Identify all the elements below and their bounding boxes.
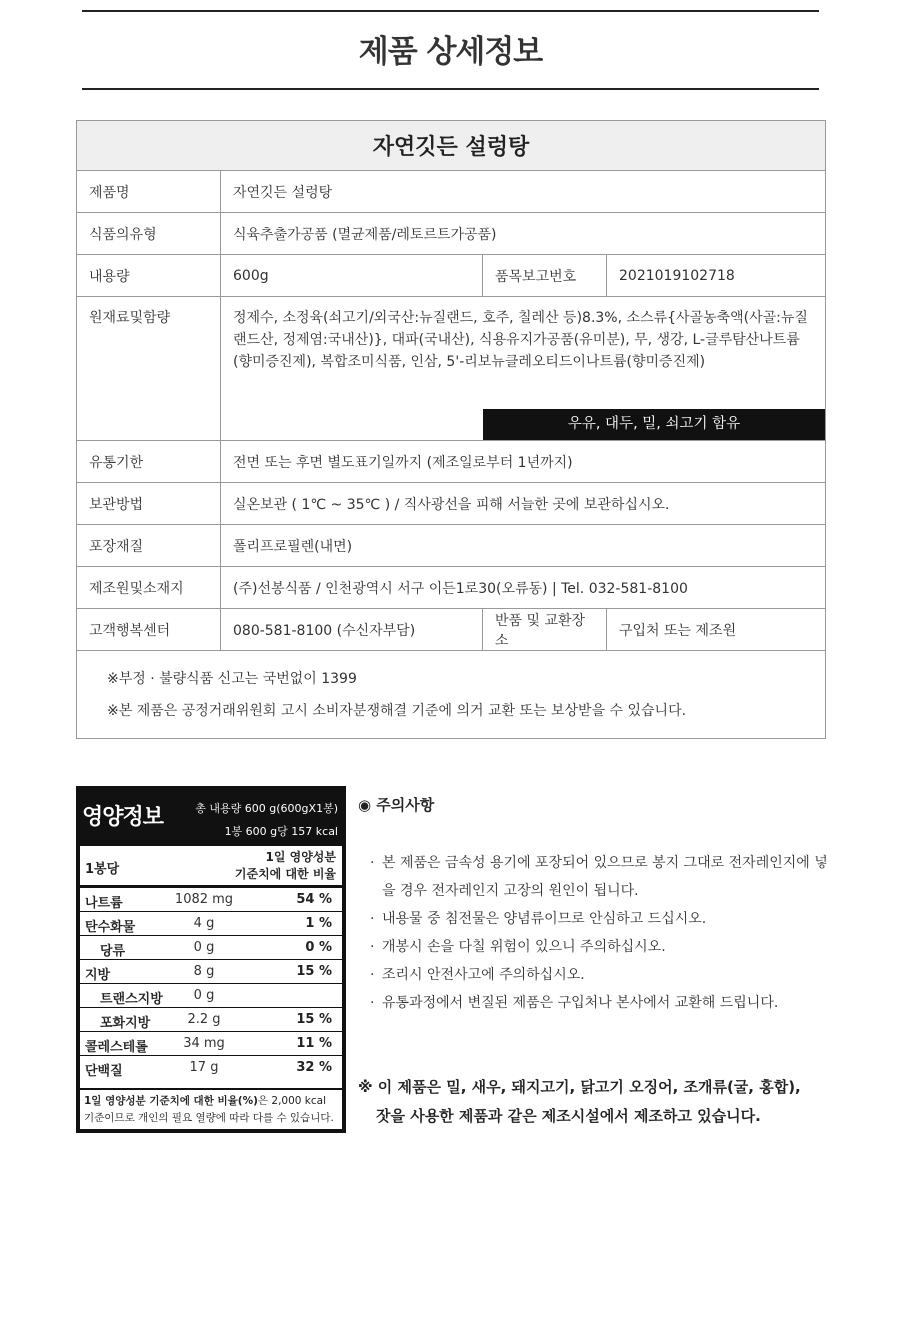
nutrient-name: 탄수화물: [85, 920, 136, 935]
report-label: 품목보고번호: [483, 255, 607, 297]
product-info-table: [76, 120, 826, 739]
nutrient-name: 지방: [85, 968, 111, 983]
caution-list: [358, 849, 828, 1017]
caution-title: ◉ 주의사항: [358, 796, 435, 814]
nutrient-name: 당류: [100, 944, 126, 959]
nutrition-row: [80, 888, 342, 912]
ingredients-label: 원재료및함량: [77, 297, 221, 441]
nutrient-pct: 32 %: [296, 1060, 332, 1075]
nutrient-pct: 15 %: [296, 1012, 332, 1027]
nutrient-value: 2.2 g: [187, 1012, 221, 1027]
nutrient-value: 8 g: [193, 964, 215, 979]
dv-label: [235, 849, 336, 883]
nutrient-name: 콜레스테롤: [85, 1040, 148, 1055]
type-label: 식품의유형: [77, 213, 221, 255]
ingredients-cell: [221, 297, 826, 441]
nutrient-name: 포화지방: [100, 1016, 151, 1031]
caution-section: [358, 794, 828, 1017]
nutrient-pct: 54 %: [296, 892, 332, 907]
footnote-bold: 1일 영양성분 기준치에 대한 비율(%): [84, 1095, 258, 1107]
name-value: 자연깃든 설렁탕: [221, 171, 826, 213]
nutrient-value: 0 g: [193, 988, 215, 1003]
note-report: ※부정 · 불량식품 신고는 국번없이 1399: [107, 670, 357, 687]
nutrient-pct: 0 %: [305, 940, 332, 955]
nutrient-value: 4 g: [193, 916, 215, 931]
service-label: 고객행복센터: [77, 609, 221, 651]
volume-label: 내용량: [77, 255, 221, 297]
nutrition-subheader: [80, 846, 342, 888]
nutrient-value: 1082 mg: [174, 892, 234, 907]
nutrition-serving: 1봉 600 g당 157 kcal: [224, 825, 338, 838]
expiry-value: 전면 또는 후면 별도표기일까지 (제조일로부터 1년까지): [221, 441, 826, 483]
list-item: · 유통과정에서 변질된 제품은 구입처나 본사에서 교환해 드립니다.: [358, 989, 828, 1017]
return-label: 반품 및 교환장소: [483, 609, 607, 651]
nutrition-header: [76, 786, 346, 846]
nutrient-name: 단백질: [85, 1064, 123, 1079]
list-item: · 조리시 안전사고에 주의하십시오.: [358, 961, 828, 989]
note-compensation: ※본 제품은 공정거래위원회 고시 소비자분쟁해결 기준에 의거 교환 또는 보상받을 수 있습니다.: [107, 702, 687, 719]
nutrient-value: 17 g: [189, 1060, 219, 1075]
packaging-value: 폴리프로필렌(내면): [221, 525, 826, 567]
nutrient-name: 나트륨: [85, 896, 123, 911]
ingredients-value: 정제수, 소정육(쇠고기/외국산:뉴질랜드, 호주, 칠레산 등)8.3%, 소스류{사골농축액(사골:뉴질랜드산, 정제염:국내산)}, 대파(국내산), 식용유지가공품(유미분), 무, 생강, L-글루탐산나트륨(향미증진제), 복합조미식품, 인삼, 5'-리보뉴클레오티드이나트륨(향미증진제): [233, 310, 808, 370]
list-item: · 본 제품은 금속성 용기에 포장되어 있으므로 봉지 그대로 전자레인지에 넣을 경우 전자레인지 고장의 원인이 됩니다.: [358, 849, 828, 905]
service-value: 080-581-8100 (수신자부담): [221, 609, 483, 651]
page-title: 제품 상세정보: [358, 34, 543, 70]
nutrition-row: [80, 984, 342, 1008]
nutrition-row: [80, 1056, 342, 1080]
report-value: 2021019102718: [607, 255, 826, 297]
storage-label: 보관방법: [77, 483, 221, 525]
nutrition-total: 총 내용량 600 g(600gX1봉): [195, 802, 338, 815]
nutrient-pct: 1 %: [305, 916, 332, 931]
list-item: · 내용물 중 침전물은 양념류이므로 안심하고 드십시오.: [358, 905, 828, 933]
nutrition-body: [80, 846, 342, 1129]
nutrition-title: 영양정보: [82, 805, 164, 830]
notes-cell: [77, 651, 826, 739]
volume-value: 600g: [221, 255, 483, 297]
nutrition-label: [76, 786, 346, 1133]
dv-label-line-2: 기준치에 대한 비율: [234, 867, 336, 881]
dv-label-line-1: 1일 영양성분: [265, 850, 336, 864]
product-header: 자연깃든 설렁탕: [77, 121, 826, 171]
packaging-label: 포장재질: [77, 525, 221, 567]
storage-value: 실온보관 ( 1℃ ~ 35℃ ) / 직사광선을 피해 서늘한 곳에 보관하십시오.: [221, 483, 826, 525]
nutrition-row: [80, 912, 342, 936]
warning-line-1: ※ 이 제품은 밀, 새우, 돼지고기, 닭고기 오징어, 조개류(굴, 홍합),: [358, 1078, 801, 1096]
list-item: · 개봉시 손을 다칠 위험이 있으니 주의하십시오.: [358, 933, 828, 961]
nutrient-value: 0 g: [193, 940, 215, 955]
nutrition-row: [80, 1032, 342, 1056]
type-value: 식육추출가공품 (멸균제품/레토르트가공품): [221, 213, 826, 255]
nutrient-pct: 11 %: [296, 1036, 332, 1051]
footnote-line-1: 은 2,000 kcal: [257, 1095, 326, 1107]
nutrition-row: [80, 936, 342, 960]
nutrient-value: 34 mg: [183, 1036, 225, 1051]
allergen-bar: 우유, 대두, 밀, 쇠고기 함유: [483, 409, 825, 440]
nutrition-footnote: [80, 1088, 342, 1129]
allergen-warning: [358, 1073, 828, 1131]
warning-line-2: 잣을 사용한 제품과 같은 제조시설에서 제조하고 있습니다.: [376, 1107, 761, 1125]
nutrient-name: 트랜스지방: [100, 992, 163, 1007]
name-label: 제품명: [77, 171, 221, 213]
nutrient-pct: 15 %: [296, 964, 332, 979]
nutrition-row: [80, 960, 342, 984]
return-value: 구입처 또는 제조원: [607, 609, 826, 651]
footnote-line-2: 기준이므로 개인의 필요 열량에 따라 다를 수 있습니다.: [84, 1112, 334, 1124]
expiry-label: 유통기한: [77, 441, 221, 483]
manufacturer-value: (주)선봉식품 / 인천광역시 서구 이든1로30(오류동) | Tel. 032-581-8100: [221, 567, 826, 609]
title-section: [82, 10, 819, 90]
per-label: 1봉당: [85, 862, 120, 877]
nutrition-row: [80, 1008, 342, 1032]
manufacturer-label: 제조원및소재지: [77, 567, 221, 609]
